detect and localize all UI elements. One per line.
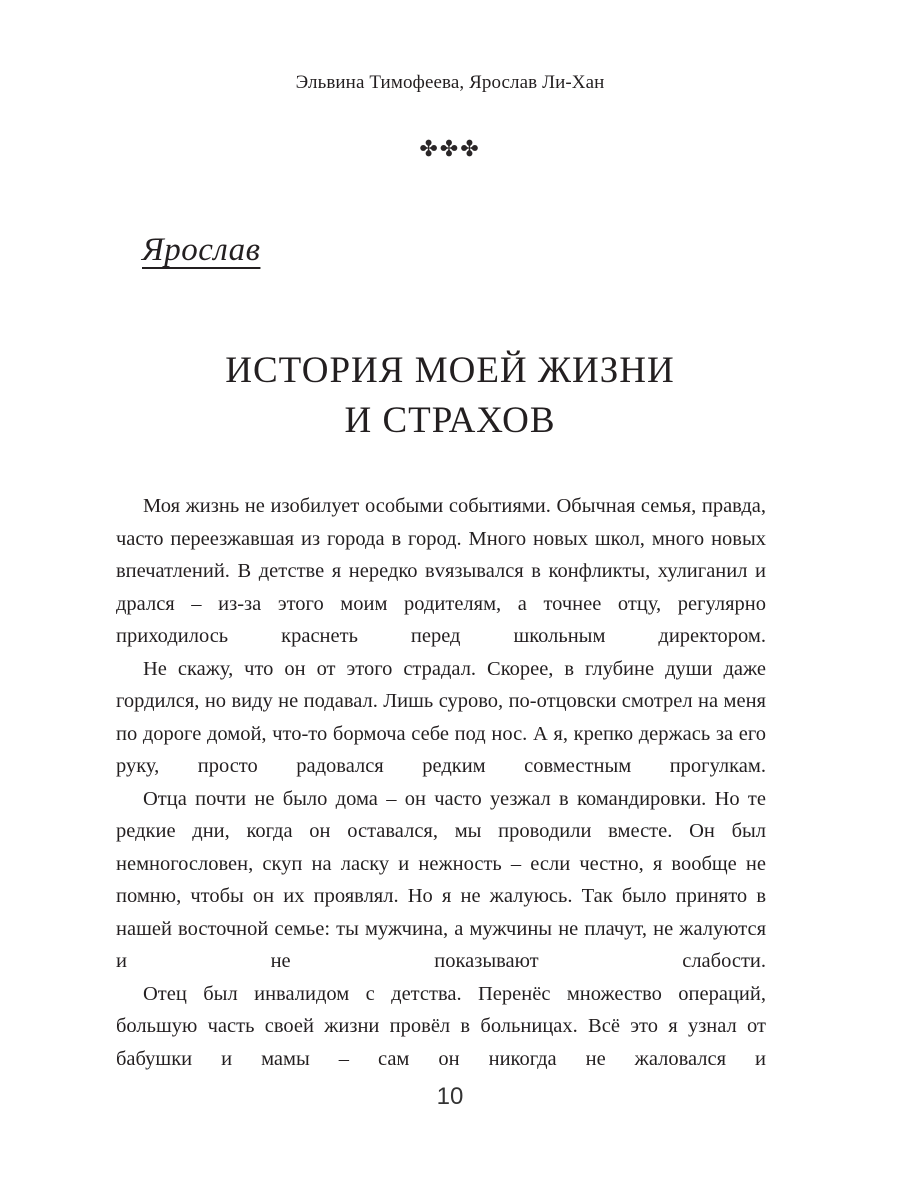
paragraph-2: Не скажу, что он от этого страдал. Скорее, в глубине души даже гордился, но виду не подавал. Лишь сурово, по-отцовски смотрел на меня по дороге домой, что-то бормоча себе под нос. А я, крепко держась за его руку, просто радовался редким совместным прогулкам. xyxy=(116,657,766,777)
paragraph-3: Отца почти не было дома – он часто уезжал в командировки. Но те редкие дни, когда он оставался, мы проводили вместе. Он был немногословен, скуп на ласку и нежность – если честно, я вообще не помню, чтобы он их проявлял. Но я не жалуюсь. Так было принято в нашей восточной семье: ты мужчина, а мужчины не плачут, не жалуются и не показывают слабости. xyxy=(116,787,766,972)
page-number: 10 xyxy=(436,1083,464,1110)
section-ornament: ✤✤✤ xyxy=(419,136,481,161)
chapter-title xyxy=(0,346,900,446)
paragraph-1: Моя жизнь не изобилует особыми событиями. Обычная семья, правда, часто переезжавшая из города в город. Много новых школ, много новых впечатлений. В детстве я нередко вvязывался в конфликты, хулиганил и дрался – из-за этого моим родителям, а точнее отцу, регулярно приходилось краснеть перед школьным директором. xyxy=(116,495,766,647)
body-text xyxy=(116,490,766,1075)
chapter-title-line-1: ИСТОРИЯ МОЕЙ ЖИЗНИ xyxy=(225,350,675,391)
chapter-title-line-2: И СТРАХОВ xyxy=(344,400,556,441)
running-header: Эльвина Тимофеева, Ярослав Ли-Хан xyxy=(295,72,605,93)
section-label: Ярослав xyxy=(142,232,261,268)
paragraph-4: Отец был инвалидом с детства. Перенёс множество операций, большую часть своей жизни провёл в больницах. Всё это я узнал от бабушки и мамы – сам он никогда не жаловался и xyxy=(116,982,766,1070)
